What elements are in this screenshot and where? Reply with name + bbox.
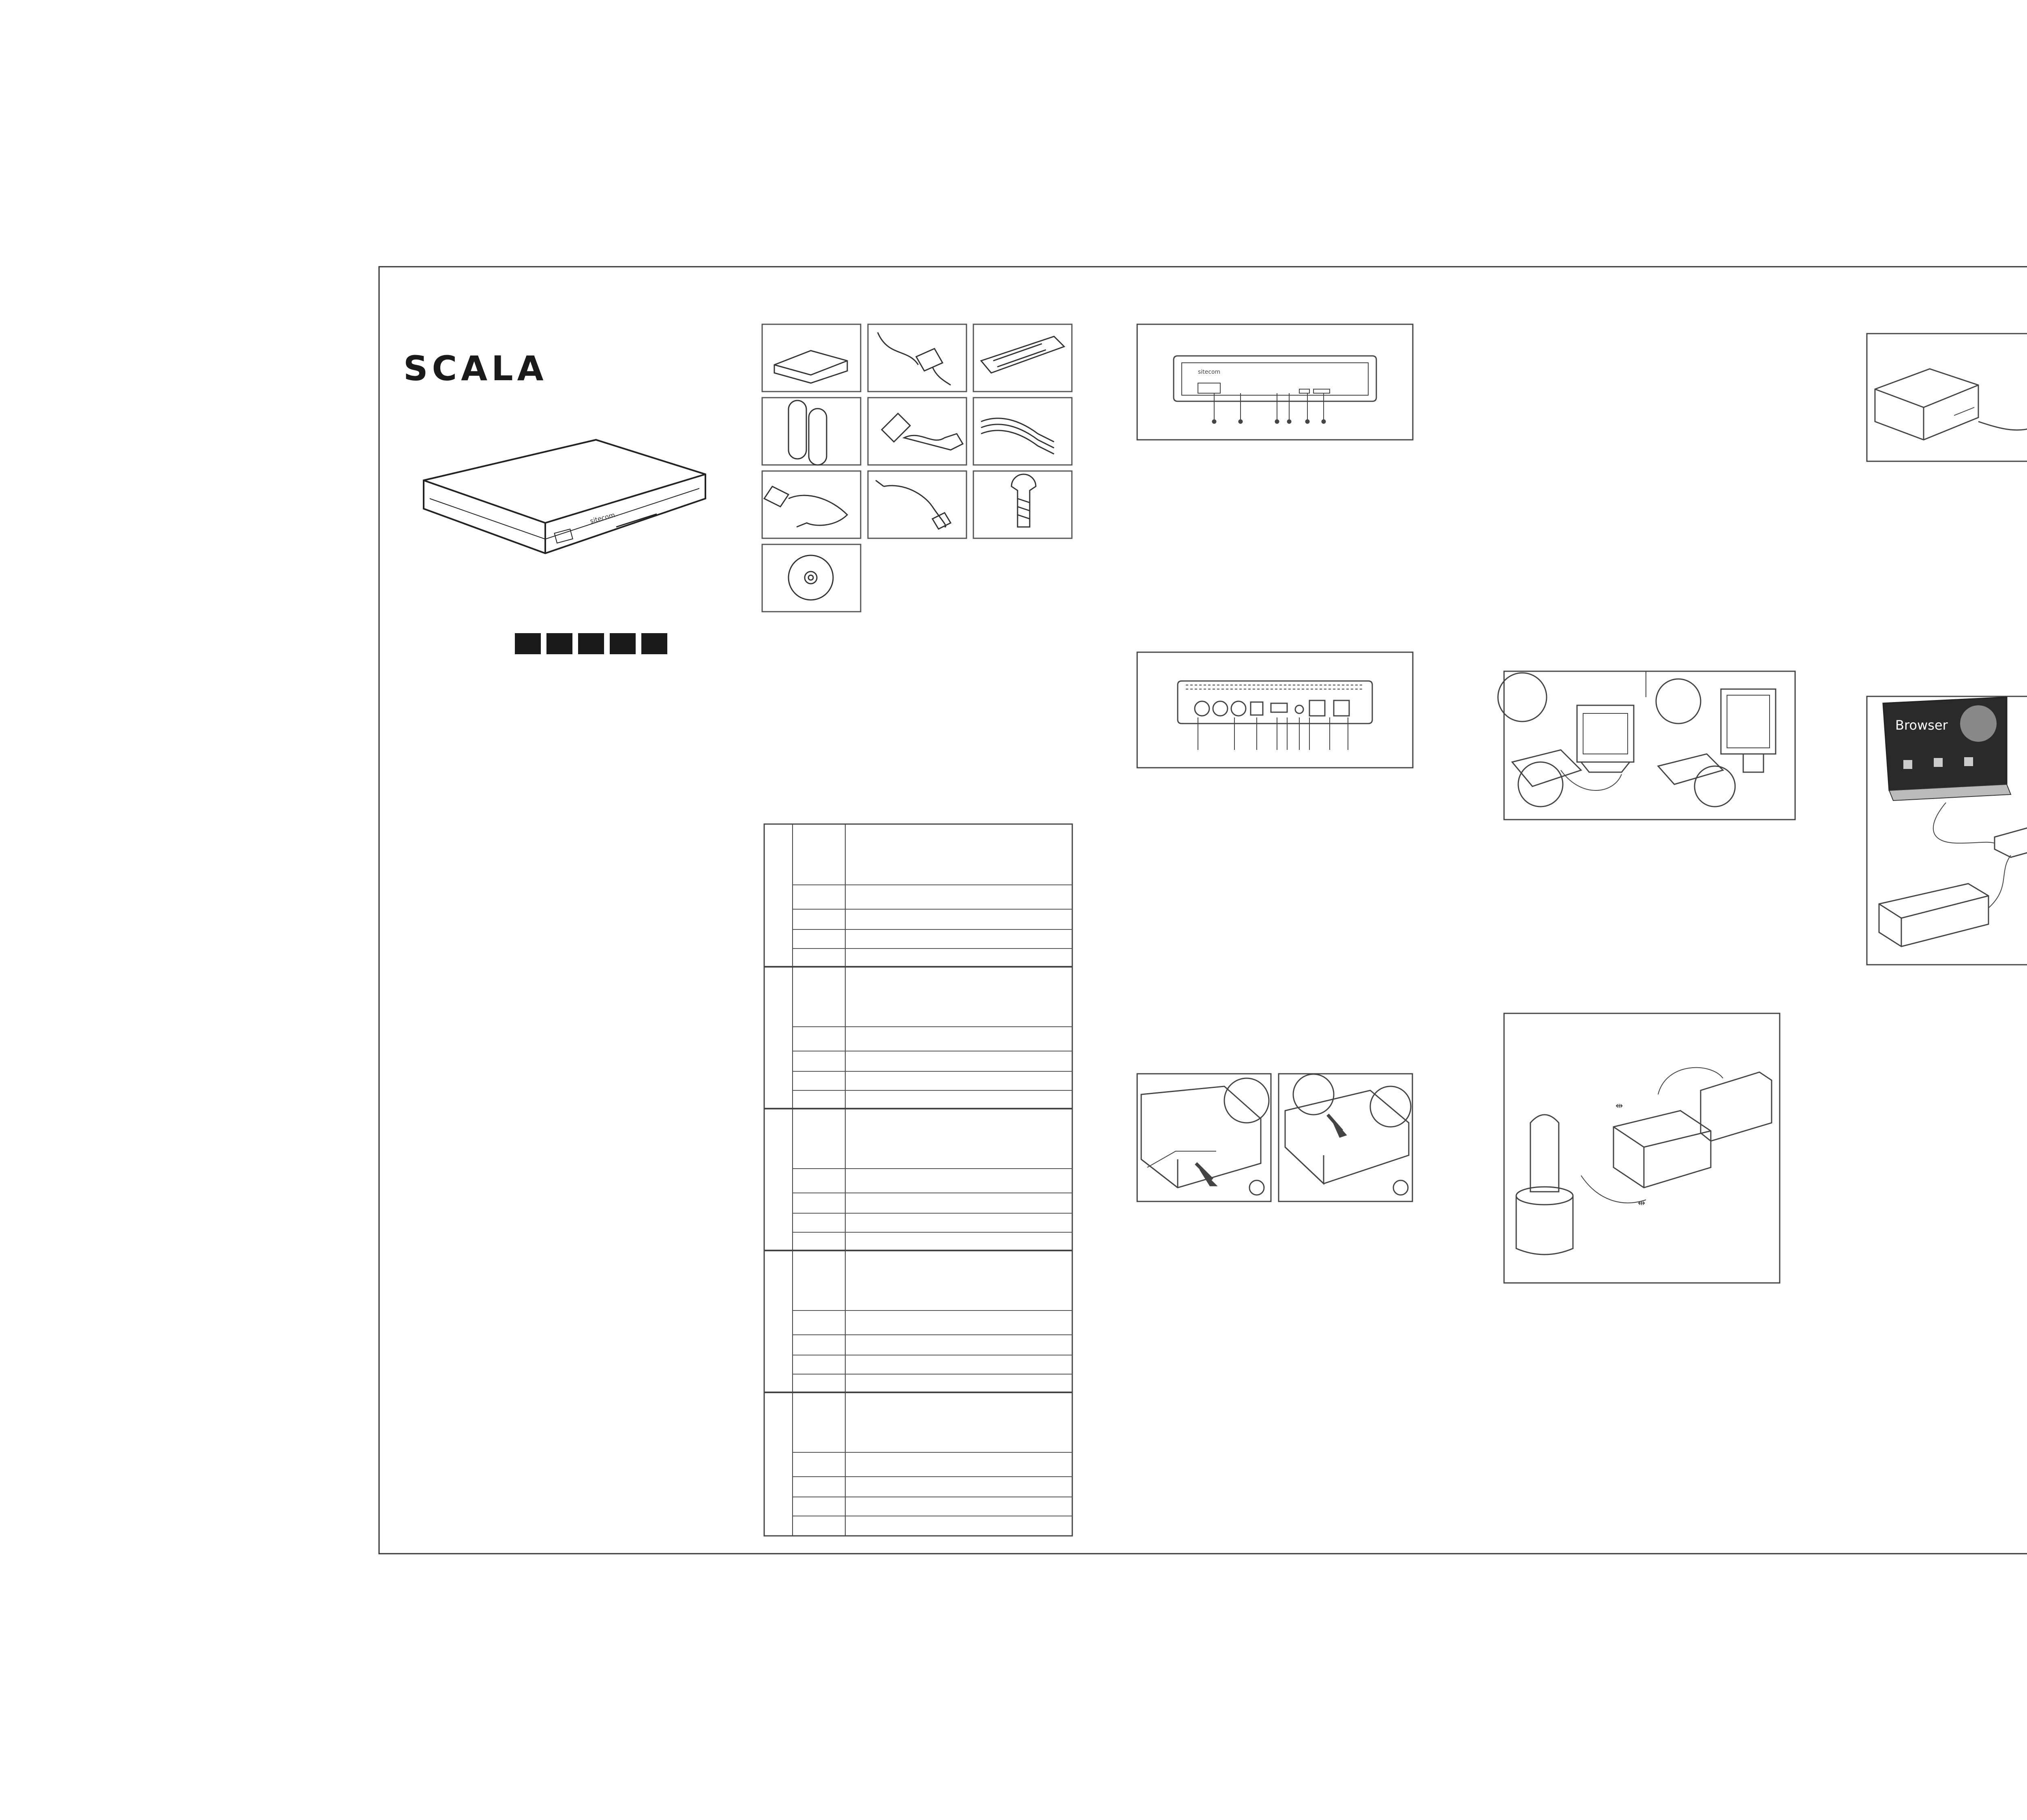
rear-panel-diagram <box>1137 652 1413 768</box>
brand-logo: SCALA <box>403 349 548 388</box>
usb-symbol-top: ⇹ <box>1616 1101 1623 1111</box>
language-block-3 <box>578 633 604 654</box>
full-setup-diagram <box>1867 696 2027 965</box>
package-item-player <box>762 324 861 392</box>
package-contents-grid <box>762 324 1072 612</box>
front-panel-device-label: sitecom <box>1198 369 1221 375</box>
language-selector-blocks <box>515 633 667 654</box>
step-2-badge <box>1393 1180 1408 1195</box>
tv-menu-icon-1 <box>1903 760 1912 769</box>
language-block-2 <box>546 633 572 654</box>
network-router-diagram <box>1867 334 2027 461</box>
step-1-badge <box>1249 1180 1264 1195</box>
package-item-batteries <box>762 398 861 465</box>
spec-table-rows <box>793 885 1072 1516</box>
tv-menu-icon-3 <box>1964 757 1973 766</box>
front-panel-diagram <box>1137 324 1413 440</box>
tv-connection-diagram <box>1498 671 1795 820</box>
language-block-1 <box>515 633 541 654</box>
tv-browser-graphic <box>1960 705 1997 742</box>
usb-symbol-bottom: ⇹ <box>1638 1198 1646 1208</box>
hdd-install-step-2 <box>1279 1074 1412 1201</box>
package-item-cd <box>762 544 861 612</box>
language-block-5 <box>641 633 667 654</box>
sheet-border <box>379 267 2027 1554</box>
cover-device-label: sitecom <box>589 511 616 525</box>
tv-menu-icon-2 <box>1934 758 1943 767</box>
tv-browser-title: Browser <box>1895 717 1948 733</box>
package-item-screw <box>973 471 1072 538</box>
language-block-4 <box>610 633 636 654</box>
spec-table <box>764 824 1072 1536</box>
cover-media-player-illustration <box>424 440 705 553</box>
package-item-usb-cable <box>868 471 966 538</box>
hdd-install-step-1 <box>1137 1074 1271 1201</box>
usb-docking-diagram <box>1504 1013 1780 1283</box>
